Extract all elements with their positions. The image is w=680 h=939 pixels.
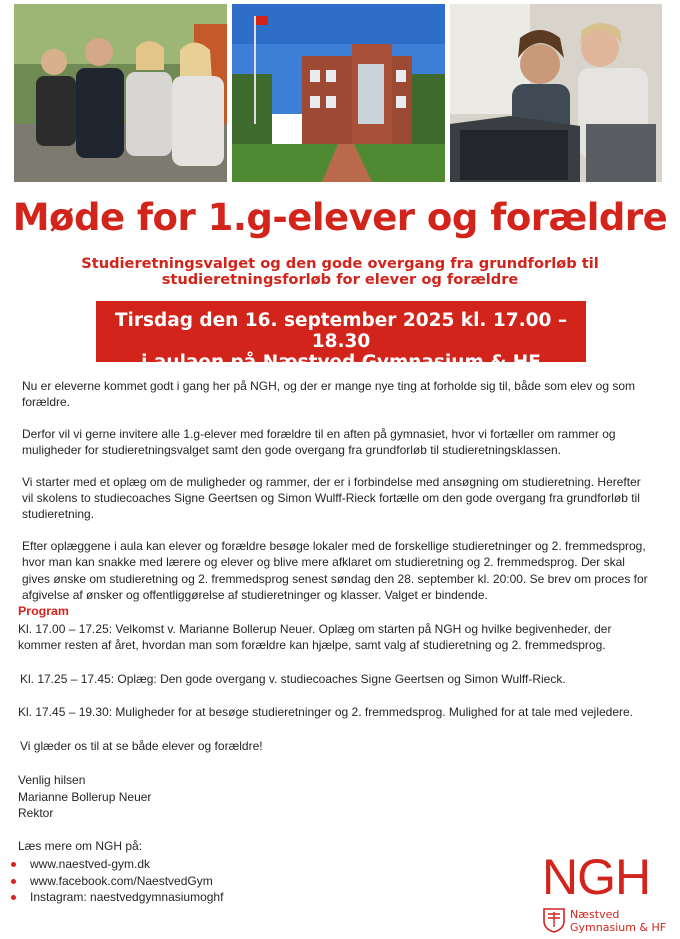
students-laptop-photo [450,4,662,182]
paragraph: Derfor vil vi gerne invitere alle 1.g-elever med forældre til en aften på gymnasiet, hvor vi fortæller om rammer og muligheder for studieretningsvalget samt den gode overgang fra grundforløb til studieretningsklassen. [22,427,616,458]
headline: Møde for 1.g-elever og forældre [12,196,668,239]
event-location-line: i aulaen på Næstved Gymnasium & HF [141,352,541,373]
bullet-icon [11,862,16,867]
bullet-icon [11,879,16,884]
paragraph: Nu er eleverne kommet godt i gang her på NGH, og der er mange nye ting at forholde sig til, både som elev og som forældre. [22,379,635,410]
photo-strip [14,4,662,182]
link-facebook[interactable]: www.facebook.com/NaestvedGym [10,873,223,890]
ngh-logo [542,849,667,934]
logo-name: Næstved Gymnasium & HF [570,908,667,934]
event-banner [96,301,586,373]
program-item: Kl. 17.45 – 19.30: Muligheder for at besøge studieretninger og 2. fremmedsprog. Mulighed for at tale med vejledere. [18,705,634,719]
signature-name: Marianne Bollerup Neuer [18,789,152,804]
event-date-line: Tirsdag den 16. september 2025 kl. 17.00 – 18.30 [114,310,568,352]
signature-greeting: Venlig hilsen [18,773,86,787]
crest-icon [543,907,565,933]
link-list [10,856,223,906]
body-text [22,378,654,619]
paragraph: Efter oplæggene i aula kan elever og forældre besøge lokaler med de forskellige studieretninger og 2. fremmedsprog, hvor man kan snakke med lærere og elever og blive mere afklaret om studieretning og 2. fremmedsprog. Der skal gives ønske om studieretning og 2. fremmedsprog senest søndag den 28. september kl. 20:00. Se brev om proces for afgivelse af ønsker og offentliggørelse af studieretninger og klasser. Valget er bindende. [22,539,648,602]
logo-mark: NGH [542,849,651,905]
program-item: Kl. 17.25 – 17.45: Oplæg: Den gode overgang v. studiecoaches Signe Geertsen og Simon Wulff-Rieck. [20,672,566,686]
students-group-photo [14,4,227,182]
signature [18,772,151,822]
link-instagram[interactable]: Instagram: naestvedgymnasiumoghf [10,889,223,906]
paragraph: Vi starter med et oplæg om de muligheder og rammer, der er i forbindelse med ansøgning om studieretning. Herefter vil skolens to studiecoaches Signe Geertsen og Simon Wulff-Rieck fortælle om den gode overgang fra grundforløb til studieretning. [22,475,641,522]
subheadline: Studieretningsvalget og den gode overgang fra grundforløb til studieretningsforløb for elever og forældre [81,255,599,288]
signature-title: Rektor [18,806,54,820]
read-more-intro: Læs mere om NGH på: [18,839,143,853]
bullet-icon [11,895,16,900]
link-website[interactable]: www.naestved-gym.dk [10,856,223,873]
program-title: Program [18,604,69,618]
program-item: Kl. 17.00 – 17.25: Velkomst v. Marianne Bollerup Neuer. Oplæg om starten på NGH og hvilke begivenheder, der kommer resten af året, hvordan man som forældre kan hjælpe, samt valg af studieretning og 2. fremmedsprog. [18,622,612,653]
closing-line: Vi glæder os til at se både elever og forældre! [20,739,263,753]
school-building-photo [232,4,445,182]
